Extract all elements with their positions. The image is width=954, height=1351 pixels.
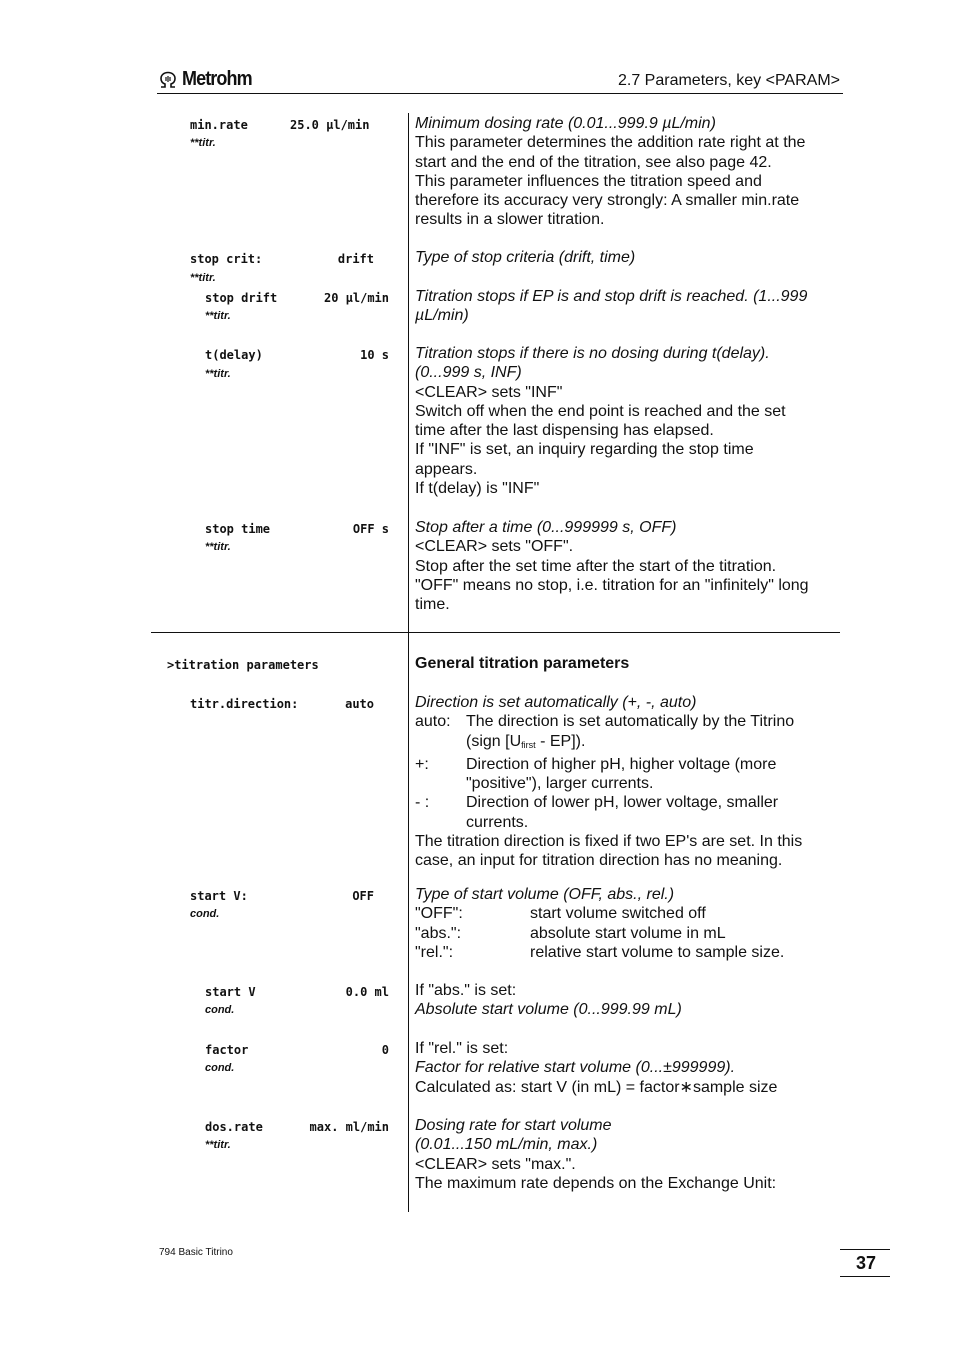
- desc-option-rel: [415, 943, 840, 962]
- desc-line: time.: [415, 596, 450, 614]
- metrohm-logo: [158, 68, 259, 91]
- param-tdelay-value: 10 s: [360, 348, 389, 362]
- desc-line: time after the last dispensing has elapsed.: [415, 422, 714, 440]
- option-key: "abs.":: [415, 924, 462, 942]
- param-stopdrift-mode: **titr.: [205, 310, 231, 322]
- param-tdelay-mode: **titr.: [205, 368, 231, 380]
- desc-line: results in a slower titration.: [415, 211, 605, 229]
- option-text: Direction of lower pH, lower voltage, smaller: [466, 794, 779, 812]
- param-stopdrift-value: 20 µl/min: [323, 291, 389, 305]
- desc-stopdrift: [415, 287, 840, 326]
- section-heading: 2.7 Parameters, key <PARAM>: [617, 72, 840, 89]
- section-title-general: General titration parameters: [415, 655, 630, 672]
- param-titrdir-name: titr.direction:: [190, 697, 299, 711]
- desc-option-plus-cont: "positive"), larger currents.: [466, 775, 654, 793]
- desc-line: The maximum rate depends on the Exchange Unit:: [415, 1174, 777, 1192]
- param-titrdir-value: auto: [345, 697, 374, 711]
- desc-stopdrift-title-cont: µL/min): [415, 307, 469, 325]
- param-stopcrit-name: stop crit:: [190, 252, 263, 266]
- desc-line: <CLEAR> sets "max.".: [415, 1155, 576, 1173]
- desc-dosrate-title-cont: (0.01...150 mL/min, max.): [415, 1136, 598, 1154]
- desc-line: <CLEAR> sets "OFF".: [415, 538, 574, 556]
- desc-option-minus-cont: currents.: [466, 813, 529, 831]
- param-stopdrift-name: stop drift: [205, 291, 278, 305]
- option-text: start volume switched off: [530, 905, 706, 923]
- desc-line: The titration direction is fixed if two EP's are set. In this: [415, 833, 803, 851]
- subscript-first: first: [521, 739, 536, 750]
- option-key: "OFF":: [415, 905, 463, 923]
- desc-option-plus: [415, 755, 840, 774]
- header-rule: [157, 93, 843, 94]
- desc-line: If "INF" is set, an inquiry regarding the stop time: [415, 441, 754, 459]
- desc-line: Calculated as: start V (in mL) = factor∗sample size: [415, 1078, 778, 1096]
- desc-line: If "rel." is set:: [415, 1040, 509, 1057]
- desc-tdelay: [415, 344, 840, 498]
- page-number-box: [840, 1249, 890, 1277]
- param-minrate-name: min.rate: [190, 118, 248, 132]
- option-key: auto:: [415, 713, 451, 731]
- param-startv2-value: 0.0 ml: [345, 985, 389, 999]
- desc-line: Stop after the set time after the start of the titration.: [415, 557, 777, 575]
- option-text: The direction is set automatically by the Titrino: [466, 713, 795, 731]
- desc-stopdrift-title: Titration stops if EP is and stop drift is reached. (1...999: [415, 288, 808, 305]
- desc-factor: [415, 1039, 840, 1097]
- desc-stopcrit-title: Type of stop criteria (drift, time): [415, 249, 636, 266]
- desc-option-auto-cont: [415, 732, 840, 755]
- desc-line: "OFF" means no stop, i.e. titration for an "infinitely" long: [415, 576, 809, 594]
- desc-stoptime-title: Stop after a time (0...999999 s, OFF): [415, 519, 677, 536]
- desc-tdelay-title: Titration stops if there is no dosing during t(delay).: [415, 345, 770, 362]
- param-startv2-name: start V: [205, 985, 256, 999]
- desc-line: case, an input for titration direction has no meaning.: [415, 852, 783, 870]
- desc-line: start and the end of the titration, see also page 42.: [415, 153, 772, 171]
- param-stoptime-mode: **titr.: [205, 541, 231, 553]
- param-minrate-mode: **titr.: [190, 137, 216, 149]
- option-text: Direction of higher pH, higher voltage (more: [466, 755, 777, 773]
- desc-startv2-title: Absolute start volume (0...999.99 mL): [415, 1001, 682, 1019]
- option-text: absolute start volume in mL: [530, 924, 726, 942]
- option-key: - :: [415, 794, 430, 812]
- desc-line: If "abs." is set:: [415, 982, 517, 999]
- option-text: relative start volume to sample size.: [530, 943, 785, 961]
- param-factor-name: factor: [205, 1043, 249, 1057]
- page-number: 37: [855, 1253, 876, 1273]
- param-stopcrit-mode: **titr.: [190, 272, 216, 284]
- desc-startv-title: Type of start volume (OFF, abs., rel.): [415, 886, 675, 903]
- desc-titrdir: [415, 693, 840, 871]
- desc-line: therefore its accuracy very strongly: A smaller min.rate: [415, 192, 800, 210]
- param-stoptime-value: OFF s: [352, 522, 389, 536]
- desc-line: Switch off when the end point is reached and the set: [415, 402, 786, 420]
- option-key: "rel.":: [415, 943, 454, 961]
- desc-minrate: [415, 114, 840, 230]
- param-factor-mode: cond.: [205, 1062, 235, 1074]
- option-text: (sign [U: [466, 732, 522, 750]
- desc-line: This parameter influences the titration speed and: [415, 172, 762, 190]
- param-stoptime-name: stop time: [205, 522, 271, 536]
- param-dosrate-value: max. ml/min: [309, 1120, 389, 1134]
- param-tdelay-name: t(delay): [205, 348, 263, 362]
- desc-line: This parameter determines the addition rate right at the: [415, 134, 806, 152]
- param-startv-name: start V:: [190, 889, 248, 903]
- footer-product: 794 Basic Titrino: [159, 1247, 233, 1258]
- desc-option-abs: [415, 924, 840, 943]
- desc-line: appears.: [415, 460, 478, 478]
- param-minrate-value: 25.0 µl/min: [290, 118, 370, 132]
- desc-startv2: [415, 981, 840, 1020]
- param-startv2-mode: cond.: [205, 1004, 235, 1016]
- desc-stopcrit: [415, 248, 840, 267]
- desc-dosrate-title: Dosing rate for start volume: [415, 1117, 612, 1134]
- param-startv-mode: cond.: [190, 908, 220, 920]
- desc-option-auto: [415, 712, 840, 731]
- option-key: +:: [415, 755, 429, 773]
- desc-titrdir-title: Direction is set automatically (+, -, auto): [415, 694, 697, 711]
- section-divider: [151, 632, 840, 633]
- brand-name: Metrohm: [182, 68, 252, 90]
- desc-stoptime: [415, 518, 840, 614]
- param-startv-value: OFF: [352, 889, 374, 903]
- desc-option-off: [415, 904, 840, 923]
- desc-factor-title: Factor for relative start volume (0...±999999).: [415, 1059, 736, 1077]
- param-dosrate-mode: **titr.: [205, 1139, 231, 1151]
- desc-option-minus: [415, 793, 840, 812]
- param-dosrate-name: dos.rate: [205, 1120, 263, 1134]
- param-titrparams-name: >titration parameters: [167, 658, 319, 672]
- desc-tdelay-title-cont: (0...999 s, INF): [415, 364, 522, 382]
- param-stopcrit-value: drift: [337, 252, 374, 266]
- desc-dosrate: [415, 1116, 840, 1193]
- option-text: - EP]).: [535, 732, 586, 750]
- column-divider: [408, 113, 409, 1212]
- desc-line: <CLEAR> sets "INF": [415, 383, 563, 401]
- param-factor-value: 0: [381, 1043, 389, 1057]
- desc-startv: [415, 885, 840, 962]
- desc-titrparams: [415, 654, 840, 673]
- desc-line: If t(delay) is "INF": [415, 480, 540, 498]
- desc-minrate-title: Minimum dosing rate (0.01...999.9 µL/min): [415, 115, 716, 132]
- metrohm-omega-icon: [158, 70, 178, 90]
